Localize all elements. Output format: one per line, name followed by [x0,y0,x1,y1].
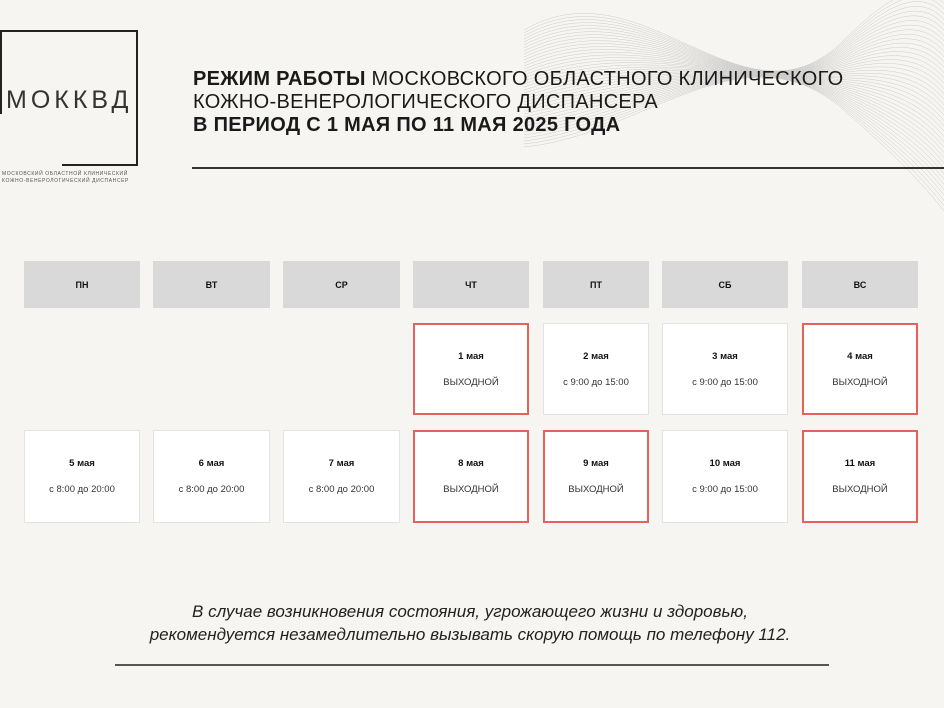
day-card [662,323,788,415]
page-title [193,68,843,137]
weekday-header: СР [283,261,400,308]
day-hours: с 8:00 до 20:00 [178,484,245,495]
weekday-header: ЧТ [413,261,529,308]
day-date: 2 мая [583,350,609,362]
divider [192,167,944,169]
day-date: 6 мая [198,458,225,469]
day-card [543,323,649,415]
logo-text: МОККВД [6,86,133,114]
day-hours: с 8:00 до 20:00 [308,484,375,495]
day-card [543,430,649,523]
emergency-note [100,600,840,646]
day-card [413,430,529,523]
divider [115,664,829,666]
title-line2: КОЖНО-ВЕНЕРОЛОГИЧЕСКОГО ДИСПАНСЕРА [193,91,659,113]
day-hours: с 9:00 до 15:00 [692,484,758,495]
title-bold: РЕЖИМ РАБОТЫ [193,68,366,90]
day-date: 3 мая [712,350,738,362]
weekday-header: ПН [24,261,140,308]
day-date: 11 мая [844,458,876,469]
weekday-header: ВТ [153,261,270,308]
note-line2: рекомендуется незамедлительно вызывать скорую помощь по телефону 112. [149,625,791,644]
day-date: 7 мая [328,458,355,469]
day-date: 10 мая [709,458,741,469]
title-period: В ПЕРИОД С 1 МАЯ ПО 11 МАЯ 2025 ГОДА [193,114,621,136]
title-rest: МОСКОВСКОГО ОБЛАСТНОГО КЛИНИЧЕСКОГО [365,68,844,90]
weekday-header: ПТ [543,261,649,308]
day-card [662,430,788,523]
logo-subtitle-line2: КОЖНО-ВЕНЕРОЛОГИЧЕСКИЙ ДИСПАНСЕР [2,178,129,184]
day-hours: ВЫХОДНОЙ [832,376,888,388]
day-date: 4 мая [847,350,873,362]
day-card [153,430,270,523]
logo-subtitle-line1: МОСКОВСКИЙ ОБЛАСТНОЙ КЛИНИЧЕСКИЙ [2,171,128,177]
day-card [802,430,918,523]
logo-subtitle [2,171,129,185]
day-hours: с 9:00 до 15:00 [692,376,758,388]
day-hours: ВЫХОДНОЙ [443,484,499,495]
weekday-header: ВС [802,261,918,308]
day-hours: с 9:00 до 15:00 [563,376,629,388]
day-card [24,430,140,523]
note-line1: В случае возникновения состояния, угрожающего жизни и здоровью, [192,602,748,621]
day-date: 8 мая [458,458,484,469]
day-hours: с 8:00 до 20:00 [49,484,115,495]
day-hours: ВЫХОДНОЙ [443,376,499,388]
day-hours: ВЫХОДНОЙ [568,484,624,495]
day-card [413,323,529,415]
weekday-header: СБ [662,261,788,308]
day-hours: ВЫХОДНОЙ [832,484,888,495]
day-date: 9 мая [583,458,609,469]
day-date: 5 мая [69,458,95,469]
day-date: 1 мая [458,350,484,362]
day-card [283,430,400,523]
day-card [802,323,918,415]
